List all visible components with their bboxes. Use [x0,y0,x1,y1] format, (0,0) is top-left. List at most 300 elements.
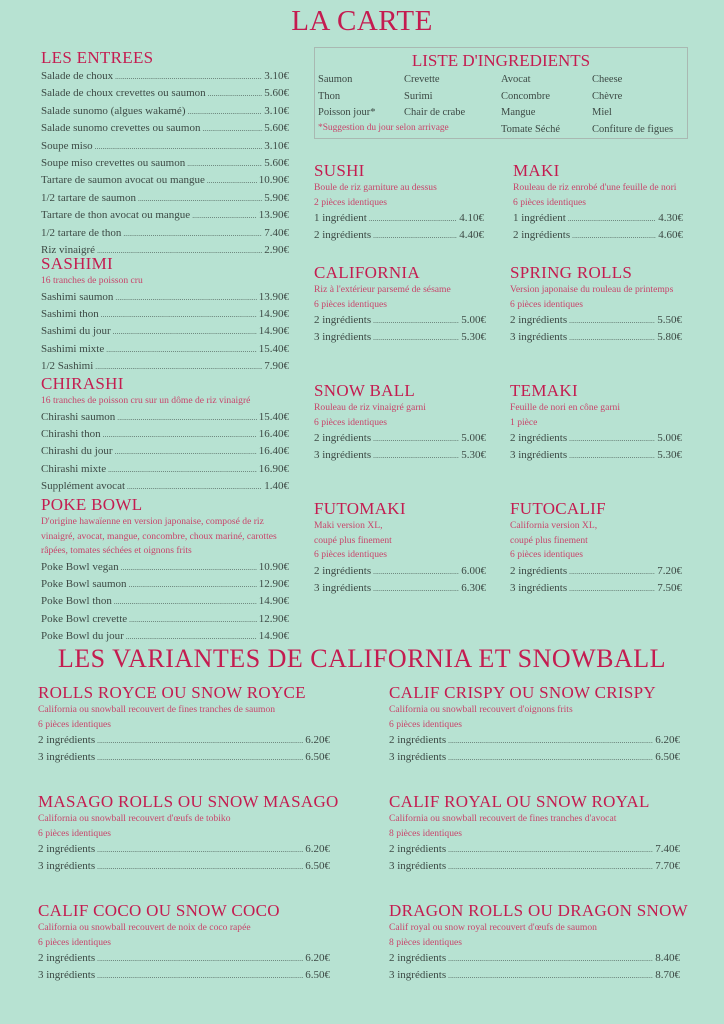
item-price: 8.70€ [655,969,680,982]
item-name: 3 ingrédients [510,581,568,594]
item-price: 10.90€ [258,174,289,187]
menu-item [41,190,289,207]
menu-item [41,628,289,645]
menu-item [41,593,289,610]
item-price: 13.90€ [258,209,289,222]
section-description [38,703,330,732]
section-description [513,181,683,210]
item-name: 3 ingrédients [389,969,447,982]
menu-item [314,210,484,227]
ingredients-column [404,72,465,122]
description-line: California ou snowball recouvert de noix de coco rapée [38,922,251,933]
item-name: 3 ingrédients [314,581,372,594]
menu-item [41,155,289,172]
item-price: 5.50€ [657,314,682,326]
ingredient-item: Confiture de figues [592,123,674,135]
item-price: 7.50€ [657,581,682,594]
item-name: Poke Bowl thon [41,595,112,608]
item-name: Salade de choux [41,70,114,82]
item-name: Poke Bowl saumon [41,577,127,590]
dot-leader [97,967,303,984]
menu-item [41,426,289,443]
description-line: 6 pièces identiques [314,298,387,310]
item-name: 2 ingrédients [389,734,447,746]
ingredient-item: Chair de crabe [404,107,466,119]
menu-item [41,478,289,495]
description-line: 2 pièces identiques [314,196,387,208]
item-price: 5.80€ [657,331,682,344]
item-name: 1/2 tartare de saumon [41,191,136,204]
dot-leader [115,68,262,85]
ingredient-item: Thon [318,90,341,102]
dot-leader [448,841,653,858]
menu-item [41,242,289,259]
item-price: 15.40€ [258,342,289,355]
item-name: 2 ingrédients [510,564,568,577]
description-line: California ou snowball recouvert de fines tranches de saumon [38,704,276,715]
section-description [510,519,682,563]
section-description [510,401,682,430]
item-price: 8.40€ [655,952,680,964]
item-price: 6.20€ [305,843,330,855]
item-name: Chirashi thon [41,427,101,440]
item-name: 2 ingrédients [389,952,447,964]
dot-leader [208,85,263,102]
menu-item [513,210,683,227]
item-name: Sashimi thon [41,307,99,320]
dot-leader [95,358,262,375]
ingredient-item: Tomate Séché [501,123,561,135]
description-line: Maki version XL, [314,520,383,531]
description-line: Calif royal ou snow royal recouvert d'œufs de saumon [389,922,597,933]
item-name: 2 ingrédients [38,734,96,746]
item-price: 5.90€ [264,191,289,204]
section-title: CALIFORNIA [314,263,420,282]
item-price: 3.10€ [264,70,289,82]
item-name: 3 ingrédients [314,331,372,344]
section-title: POKE BOWL [41,495,143,514]
section-maki [513,161,683,245]
item-price: 5.60€ [264,122,289,135]
section-snowball [314,381,486,465]
ingredient-item: Poisson jour* [318,107,376,119]
dot-leader [97,242,262,259]
ingredient-item: Miel [592,107,612,119]
section-description [389,703,680,732]
description-line: 6 pièces identiques [314,416,387,428]
section-title: MASAGO ROLLS OU SNOW MASAGO [38,792,339,811]
menu-item [41,120,289,137]
ingredients-note: *Suggestion du jour selon arrivage [318,123,449,133]
menu-item [389,858,680,875]
description-line: California version XL, [510,520,598,531]
description-line: Rouleau de riz enrobé d'une feuille de nori [513,182,677,193]
menu-item [41,306,289,323]
dot-leader [187,103,262,120]
item-name: 1/2 tartare de thon [41,226,122,239]
section-title: CALIF ROYAL OU SNOW ROYAL [389,792,650,811]
section-title: SASHIMI [41,254,114,273]
variants-title: LES VARIANTES DE CALIFORNIA ET SNOWBALL [57,644,667,673]
dot-leader [569,329,655,346]
description-line: 6 pièces identiques [38,718,111,730]
item-name: 2 ingrédients [38,952,96,964]
menu-item [41,225,289,242]
item-price: 14.90€ [258,630,289,643]
menu-item [41,461,289,478]
item-price: 6.50€ [655,751,680,764]
item-price: 6.20€ [305,734,330,746]
item-price: 4.40€ [459,229,484,242]
section-description [38,812,330,841]
menu-item [510,329,682,346]
menu-item [314,227,484,244]
description-line: Version japonaise du rouleau de printemps [510,284,674,295]
item-price: 3.10€ [264,139,289,152]
item-name: 1/2 Sashimi [41,360,94,373]
dot-leader [569,430,655,447]
menu-item [510,312,682,329]
item-name: Sashimi mixte [41,342,105,355]
ingredient-item: Chèvre [592,90,623,102]
dot-leader [569,447,655,464]
item-price: 12.90€ [258,612,289,625]
dot-leader [568,210,656,227]
section-california [314,263,486,347]
item-name: Soupe miso crevettes ou saumon [41,157,186,170]
description-line: California ou snowball recouvert d'œufs de tobiko [38,813,231,824]
menu-item [38,749,330,766]
dot-leader [106,341,257,358]
dot-leader [448,967,653,984]
dot-leader [138,190,262,207]
menu-item [41,323,289,340]
section-poke [41,495,289,646]
item-price: 6.50€ [305,751,330,764]
section-dragon [389,901,688,985]
dot-leader [373,447,459,464]
section-title: LES ENTREES [41,48,154,67]
section-title: FUTOMAKI [314,499,406,518]
item-price: 6.00€ [461,564,486,577]
dot-leader [207,172,257,189]
menu-item [41,559,289,576]
item-name: Salade sunomo (algues wakamé) [41,104,186,117]
ingredient-item: Crevette [404,74,440,85]
item-name: 2 ingrédients [510,314,568,326]
dot-leader [117,409,257,426]
section-royce [38,683,330,767]
description-line: Rouleau de riz vinaigré garni [314,402,426,413]
item-price: 5.60€ [264,87,289,100]
dot-leader [187,155,262,172]
item-price: 6.30€ [461,581,486,594]
item-name: Poke Bowl vegan [41,560,119,573]
description-line: 8 pièces identiques [389,936,462,948]
dot-leader [121,559,257,576]
dot-leader [369,210,457,227]
description-line: 1 pièce [510,416,538,428]
menu-item [38,841,330,858]
menu-item [41,443,289,460]
item-price: 5.00€ [461,314,486,326]
section-description [38,921,330,950]
item-name: 2 ingrédients [314,432,372,444]
menu-item [41,289,289,306]
description-line: Riz à l'extérieur parsemé de sésame [314,284,451,295]
dot-leader [448,858,653,875]
item-name: 1 ingrédient [513,212,566,224]
dot-leader [129,576,257,593]
item-name: 2 ingrédients [314,564,372,577]
description-line: coupé plus finement [510,534,588,546]
dot-leader [373,329,459,346]
item-name: 2 ingrédients [314,229,372,242]
item-name: 2 ingrédients [510,432,568,444]
item-price: 6.50€ [305,969,330,982]
item-price: 6.50€ [305,860,330,873]
section-coco [38,901,330,985]
item-price: 5.30€ [657,449,682,462]
dot-leader [373,580,459,597]
menu-item [38,950,330,967]
item-price: 14.90€ [258,307,289,320]
dot-leader [127,478,262,495]
item-price: 16.40€ [258,427,289,440]
dot-leader [202,120,262,137]
item-name: 1 ingrédient [314,212,367,224]
description-line: D'origine hawaïenne en version japonaise, composé de riz vinaigré, avocat, mangue, concombre, choux mariné, carottes râpées, tomates séchées et oignons frits [41,516,277,556]
item-price: 1.40€ [264,480,289,493]
dot-leader [101,306,257,323]
menu-item [389,732,680,749]
menu-item [314,580,486,597]
item-price: 5.30€ [461,331,486,344]
description-line: 16 tranches de poisson cru sur un dôme de riz vinaigré [41,395,251,406]
item-name: Riz vinaigré [41,244,96,257]
item-price: 4.30€ [658,212,683,224]
page-title: LA CARTE [291,5,433,37]
item-price: 13.90€ [258,290,289,303]
section-title: CALIF CRISPY OU SNOW CRISPY [389,683,656,702]
dot-leader [97,749,303,766]
dot-leader [97,732,303,749]
menu-item [38,967,330,984]
section-description [41,515,289,559]
ingredient-item: Saumon [318,74,353,85]
section-chirashi [41,374,289,496]
section-title: MAKI [513,161,560,180]
section-royal [389,792,680,876]
ingredients-box [314,47,688,139]
menu-item [389,841,680,858]
ingredient-item: Surimi [404,90,433,102]
section-title: SUSHI [314,161,365,180]
item-name: Sashimi saumon [41,290,114,303]
menu-item [389,749,680,766]
item-price: 10.90€ [258,560,289,573]
item-price: 4.10€ [459,212,484,224]
menu-item [314,329,486,346]
ingredients-title: LISTE D'INGREDIENTS [411,51,591,70]
item-name: Tartare de saumon avocat ou mangue [41,174,205,187]
dot-leader [129,611,257,628]
ingredient-item: Avocat [501,74,531,85]
menu-item [41,103,289,120]
menu-item [41,138,289,155]
item-name: 2 ingrédients [38,843,96,855]
dot-leader [123,225,262,242]
ingredient-item: Mangue [501,107,536,119]
section-temaki [510,381,682,465]
item-price: 7.70€ [655,860,680,873]
item-name: Poke Bowl crevette [41,612,128,625]
menu-item [41,341,289,358]
description-line: 6 pièces identiques [389,718,462,730]
dot-leader [103,426,257,443]
item-price: 5.00€ [461,432,486,444]
dot-leader [448,749,653,766]
ingredient-item: Concombre [501,90,550,102]
dot-leader [115,289,256,306]
item-price: 6.20€ [655,734,680,746]
description-line: Feuille de nori en cône garni [510,402,621,413]
dot-leader [115,443,257,460]
section-sashimi [41,254,289,376]
dot-leader [572,227,656,244]
menu-item [38,732,330,749]
description-line: 6 pièces identiques [510,298,583,310]
dot-leader [373,312,459,329]
section-description [314,401,486,430]
description-line: 6 pièces identiques [510,549,583,560]
menu-item [389,967,680,984]
section-description [314,181,484,210]
item-price: 14.90€ [258,595,289,608]
section-description [389,812,680,841]
item-price: 12.90€ [258,577,289,590]
item-price: 6.20€ [305,952,330,964]
item-name: 3 ingrédients [389,751,447,764]
section-title: TEMAKI [510,381,578,400]
description-line: coupé plus finement [314,534,392,546]
item-name: 3 ingrédients [510,449,568,462]
dot-leader [97,841,303,858]
item-price: 5.00€ [657,432,682,444]
menu-item [41,207,289,224]
menu-item [510,447,682,464]
dot-leader [569,563,655,580]
item-price: 7.20€ [657,564,682,577]
menu-item [38,858,330,875]
section-masago [38,792,339,876]
item-price: 7.40€ [655,843,680,855]
description-line: 6 pièces identiques [513,196,586,208]
dot-leader [113,323,257,340]
item-name: 3 ingrédients [510,331,568,344]
item-price: 16.40€ [258,445,289,458]
menu-item [510,563,682,580]
description-line: 8 pièces identiques [389,827,462,839]
dot-leader [448,950,653,967]
dot-leader [97,858,303,875]
section-description [389,921,680,950]
dot-leader [114,593,257,610]
item-name: Chirashi saumon [41,410,116,423]
section-spring [510,263,682,347]
item-price: 7.40€ [264,226,289,239]
menu-item [41,576,289,593]
section-title: SPRING ROLLS [510,263,633,282]
section-entrees [41,48,289,259]
section-crispy [389,683,680,767]
dot-leader [192,207,257,224]
section-futocalif [510,499,682,597]
menu-item [314,447,486,464]
section-title: SNOW BALL [314,381,416,400]
menu-item [314,430,486,447]
item-price: 2.90€ [264,244,289,257]
dot-leader [97,950,303,967]
section-description [41,394,289,409]
item-name: Chirashi du jour [41,445,113,458]
item-name: Soupe miso [41,139,93,152]
dot-leader [95,138,263,155]
description-line: California ou snowball recouvert de fines tranches d'avocat [389,813,617,824]
item-name: 3 ingrédients [38,860,96,873]
item-name: Poke Bowl du jour [41,630,124,643]
section-sushi [314,161,484,245]
item-name: Supplément avocat [41,480,126,493]
menu-item [41,68,289,85]
menu-item [314,563,486,580]
item-name: Tartare de thon avocat ou mangue [41,209,191,222]
section-description [510,283,682,312]
item-price: 3.10€ [264,104,289,117]
dot-leader [448,732,653,749]
item-name: Chirashi mixte [41,462,107,475]
ingredients-column [501,72,560,138]
section-title: DRAGON ROLLS OU DRAGON SNOW [389,901,688,920]
item-name: 3 ingrédients [389,860,447,873]
description-line: California ou snowball recouvert d'oignons frits [389,704,573,715]
item-price: 15.40€ [258,410,289,423]
dot-leader [569,312,655,329]
menu-item [41,172,289,189]
ingredients-column [318,72,375,122]
section-title: CHIRASHI [41,374,124,393]
menu-item [510,430,682,447]
section-title: ROLLS ROYCE OU SNOW ROYCE [38,683,306,702]
description-line: 6 pièces identiques [314,549,387,560]
dot-leader [126,628,257,645]
item-name: 3 ingrédients [314,449,372,462]
item-name: 3 ingrédients [38,751,96,764]
item-price: 7.90€ [264,360,289,373]
description-line: 16 tranches de poisson cru [41,275,143,286]
menu-item [513,227,683,244]
dot-leader [373,563,459,580]
item-name: 3 ingrédients [38,969,96,982]
menu-item [510,580,682,597]
section-description [314,519,486,563]
menu-item [41,409,289,426]
item-name: Salade sunomo crevettes ou saumon [41,122,201,135]
menu-item [314,312,486,329]
menu-item [41,358,289,375]
ingredients-column [592,72,673,138]
dot-leader [569,580,655,597]
